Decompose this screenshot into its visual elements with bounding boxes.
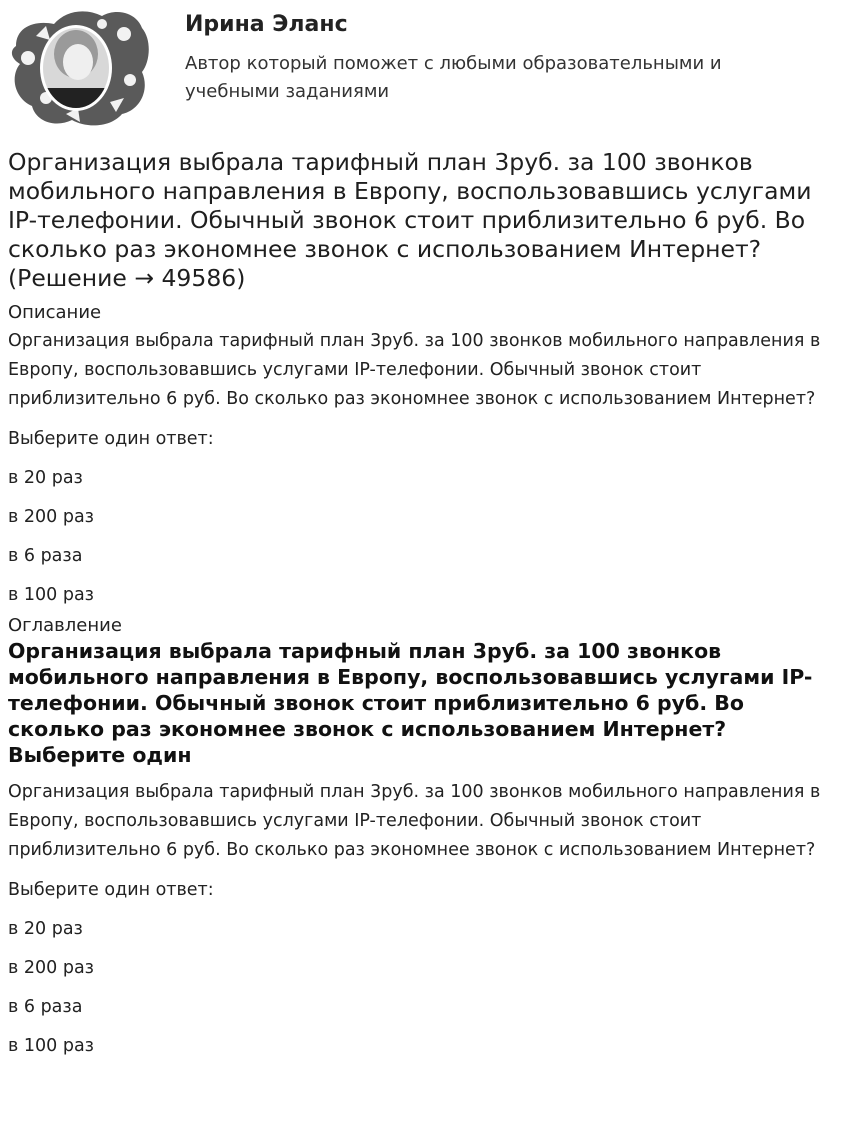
author-name: Ирина Эланс xyxy=(185,12,348,37)
description-text: Организация выбрала тарифный план 3руб. за 100 звонков мобильного направления в Европу, воспользовавшись услугами IP-телефонии. Обычный звонок стоит приблизительно 6 руб. Во сколько раз экономнее звонок с использованием Интернет? xyxy=(8,331,821,409)
toc-answer-option: в 100 раз xyxy=(8,1036,94,1056)
author-header xyxy=(0,0,847,130)
author-avatar xyxy=(6,6,152,128)
toc-answer-option: в 20 раз xyxy=(8,919,83,939)
toc-text: Организация выбрала тарифный план 3руб. за 100 звонков мобильного направления в Европу, воспользовавшись услугами IP-телефонии. Обычный звонок стоит приблизительно 6 руб. Во сколько раз экономнее звонок с использованием Интернет? xyxy=(8,782,821,860)
answer-option: в 20 раз xyxy=(8,468,83,488)
author-description: Автор который поможет с любыми образовательными и учебными заданиями xyxy=(185,53,722,102)
answer-option: в 100 раз xyxy=(8,585,94,605)
toc-answer-option: в 200 раз xyxy=(8,958,94,978)
toc-answer-prompt: Выберите один ответ: xyxy=(8,880,214,900)
description-label: Описание xyxy=(8,302,102,323)
question-title: Организация выбрала тарифный план 3руб. за 100 звонков мобильного направления в Европу, воспользовавшись услугами IP-телефонии. Обычный звонок стоит приблизительно 6 руб. Во сколько раз экономнее звонок с использованием Интернет? (Решение → 49586) xyxy=(8,148,812,292)
toc-label: Оглавление xyxy=(8,615,122,636)
toc-heading: Организация выбрала тарифный план 3руб. за 100 звонков мобильного направления в Европу, воспользовавшись услугами IP-телефонии. Обычный звонок стоит приблизительно 6 руб. Во сколько раз экономнее звонок с использованием Интернет?Выберите один xyxy=(8,639,813,767)
toc-answer-option: в 6 раза xyxy=(8,997,83,1017)
main-content xyxy=(8,148,838,1057)
answer-option: в 6 раза xyxy=(8,546,83,566)
answer-prompt: Выберите один ответ: xyxy=(8,429,214,449)
answer-option: в 200 раз xyxy=(8,507,94,527)
